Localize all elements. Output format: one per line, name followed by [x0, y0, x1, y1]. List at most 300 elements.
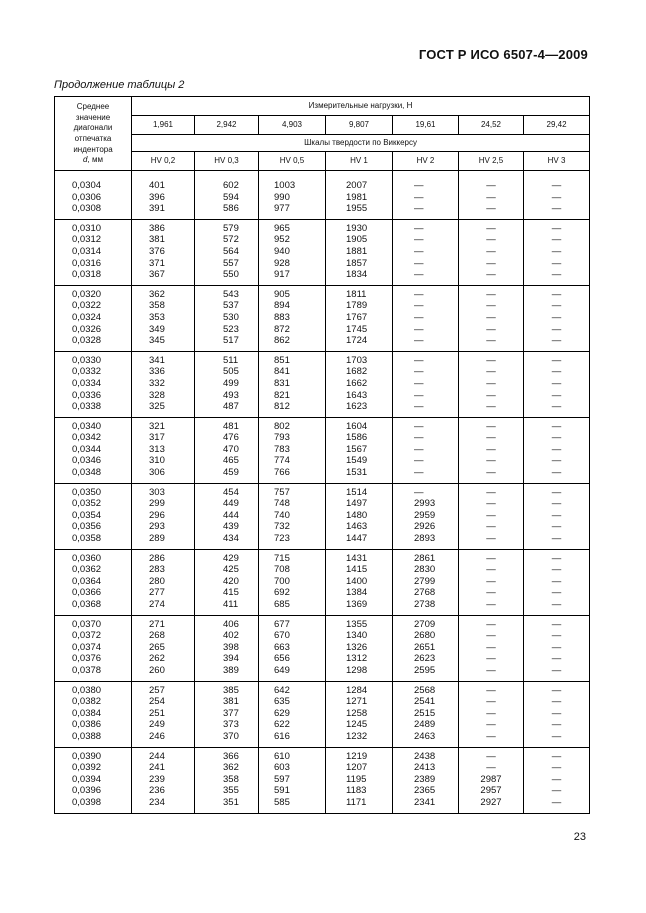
hardness-cell: — — [459, 498, 524, 510]
diagonal-cell: 0,0318 — [55, 269, 132, 285]
hardness-cell: 530 — [195, 312, 259, 324]
hardness-cell: 345 — [132, 335, 195, 351]
hardness-cell: — — [524, 681, 590, 696]
corner-line: отпечатка — [74, 134, 112, 143]
diagonal-column-header — [55, 97, 132, 171]
diagonal-cell: 0,0344 — [55, 444, 132, 456]
hardness-cell: 377 — [195, 708, 259, 720]
diagonal-cell: 0,0350 — [55, 483, 132, 498]
document-code: ГОСТ Р ИСО 6507-4—2009 — [418, 47, 588, 62]
hardness-cell: — — [393, 219, 459, 234]
hardness-cell: 1447 — [326, 533, 393, 549]
hardness-cell: 358 — [195, 774, 259, 786]
table-row — [55, 455, 590, 467]
hardness-cell: 254 — [132, 696, 195, 708]
hardness-cell: 1857 — [326, 258, 393, 270]
row-group — [55, 483, 590, 549]
hardness-cell: 362 — [132, 285, 195, 300]
hardness-cell: 241 — [132, 762, 195, 774]
hardness-cell: 2438 — [393, 747, 459, 762]
hardness-cell: 1834 — [326, 269, 393, 285]
hardness-cell: 990 — [259, 192, 326, 204]
corner-unit-text: , мм — [87, 155, 103, 165]
hardness-cell: 476 — [195, 432, 259, 444]
hardness-cell: 1905 — [326, 234, 393, 246]
hardness-cell: 351 — [195, 797, 259, 813]
page-number: 23 — [573, 831, 586, 843]
hardness-cell: 748 — [259, 498, 326, 510]
hardness-cell: 470 — [195, 444, 259, 456]
hardness-cell: 692 — [259, 587, 326, 599]
hardness-cell: 1767 — [326, 312, 393, 324]
hardness-cell: — — [524, 246, 590, 258]
hardness-cell: 579 — [195, 219, 259, 234]
hardness-cell: — — [459, 378, 524, 390]
hardness-cell: 642 — [259, 681, 326, 696]
hardness-cell: — — [524, 708, 590, 720]
hardness-cell: 670 — [259, 630, 326, 642]
hardness-cell: 740 — [259, 510, 326, 522]
hardness-cell: — — [459, 324, 524, 336]
hardness-cell: — — [459, 246, 524, 258]
hardness-cell: — — [459, 533, 524, 549]
hardness-cell: 629 — [259, 708, 326, 720]
hardness-cell: — — [459, 192, 524, 204]
load-header: 9,807 — [326, 116, 393, 135]
hardness-cell: 1340 — [326, 630, 393, 642]
hardness-cell: 386 — [132, 219, 195, 234]
hardness-cell: 831 — [259, 378, 326, 390]
hardness-cell: 1183 — [326, 785, 393, 797]
hardness-cell: 821 — [259, 390, 326, 402]
hardness-cell: 1497 — [326, 498, 393, 510]
hardness-cell: — — [524, 234, 590, 246]
hardness-cell: 783 — [259, 444, 326, 456]
loads-title: Измерительные нагрузки, Н — [132, 97, 590, 116]
hardness-cell: — — [393, 246, 459, 258]
hardness-cell: — — [393, 300, 459, 312]
hardness-cell: 1682 — [326, 366, 393, 378]
diagonal-cell: 0,0326 — [55, 324, 132, 336]
hardness-cell: 1232 — [326, 731, 393, 747]
diagonal-cell: 0,0364 — [55, 576, 132, 588]
corner-line: Среднее — [76, 102, 110, 112]
hardness-cell: — — [459, 455, 524, 467]
scale-header: HV 0,3 — [195, 152, 259, 171]
hardness-cell: 370 — [195, 731, 259, 747]
table-row — [55, 234, 590, 246]
table-row — [55, 708, 590, 720]
hardness-cell: 1480 — [326, 510, 393, 522]
table-row — [55, 498, 590, 510]
hardness-cell: 2830 — [393, 564, 459, 576]
hardness-cell: — — [524, 762, 590, 774]
hardness-cell: 635 — [259, 696, 326, 708]
hardness-cell: 454 — [195, 483, 259, 498]
hardness-cell: 1355 — [326, 615, 393, 630]
hardness-cell: — — [524, 599, 590, 615]
hardness-cell: 1881 — [326, 246, 393, 258]
hardness-cell: 2709 — [393, 615, 459, 630]
diagonal-cell: 0,0370 — [55, 615, 132, 630]
hardness-cell: 917 — [259, 269, 326, 285]
hardness-cell: 2568 — [393, 681, 459, 696]
hardness-cell: 389 — [195, 665, 259, 681]
hardness-cell: 597 — [259, 774, 326, 786]
hardness-cell: — — [459, 177, 524, 192]
hardness-cell: 585 — [259, 797, 326, 813]
scale-header: HV 0,2 — [132, 152, 195, 171]
diagonal-cell: 0,0314 — [55, 246, 132, 258]
hardness-cell: 2738 — [393, 599, 459, 615]
hardness-cell: — — [524, 774, 590, 786]
hardness-cell: 459 — [195, 467, 259, 483]
table-row — [55, 576, 590, 588]
hardness-cell: 444 — [195, 510, 259, 522]
corner-line: значение — [75, 112, 111, 122]
hardness-cell: — — [524, 797, 590, 813]
scales-title: Шкалы твердости по Виккерсу — [132, 135, 590, 152]
hardness-cell: — — [524, 269, 590, 285]
hardness-cell: 2987 — [459, 774, 524, 786]
hardness-cell: — — [459, 234, 524, 246]
table-row — [55, 797, 590, 813]
diagonal-cell: 0,0356 — [55, 521, 132, 533]
hardness-cell: 1549 — [326, 455, 393, 467]
hardness-cell: 1604 — [326, 417, 393, 432]
row-group — [55, 747, 590, 813]
hardness-cell: — — [524, 467, 590, 483]
hardness-cell: 591 — [259, 785, 326, 797]
hardness-cell: — — [459, 599, 524, 615]
diagonal-cell: 0,0372 — [55, 630, 132, 642]
diagonal-cell: 0,0348 — [55, 467, 132, 483]
hardness-cell: 2489 — [393, 719, 459, 731]
hardness-cell: 411 — [195, 599, 259, 615]
hardness-cell: — — [524, 285, 590, 300]
hardness-cell: 1724 — [326, 335, 393, 351]
diagonal-cell: 0,0378 — [55, 665, 132, 681]
hardness-cell: — — [459, 642, 524, 654]
table-row — [55, 615, 590, 630]
table-row — [55, 378, 590, 390]
hardness-cell: 296 — [132, 510, 195, 522]
hardness-cell: — — [393, 269, 459, 285]
hardness-cell: 610 — [259, 747, 326, 762]
hardness-cell: 1930 — [326, 219, 393, 234]
hardness-cell: — — [393, 390, 459, 402]
hardness-cell: 1245 — [326, 719, 393, 731]
hardness-cell: — — [459, 549, 524, 564]
hardness-cell: 616 — [259, 731, 326, 747]
hardness-cell: — — [524, 510, 590, 522]
hardness-cell: 358 — [132, 300, 195, 312]
load-header: 4,903 — [259, 116, 326, 135]
hardness-cell: 299 — [132, 498, 195, 510]
hardness-cell: — — [393, 203, 459, 219]
diagonal-cell: 0,0316 — [55, 258, 132, 270]
scale-header: HV 2,5 — [459, 152, 524, 171]
table-row — [55, 696, 590, 708]
diagonal-cell: 0,0342 — [55, 432, 132, 444]
diagonal-cell: 0,0394 — [55, 774, 132, 786]
hardness-cell: — — [393, 455, 459, 467]
diagonal-cell: 0,0380 — [55, 681, 132, 696]
hardness-cell: 1789 — [326, 300, 393, 312]
hardness-cell: — — [524, 351, 590, 366]
hardness-cell: 2993 — [393, 498, 459, 510]
hardness-cell: 262 — [132, 653, 195, 665]
hardness-cell: — — [524, 324, 590, 336]
table-row — [55, 653, 590, 665]
hardness-cell: — — [524, 642, 590, 654]
table-row — [55, 366, 590, 378]
diagonal-cell: 0,0396 — [55, 785, 132, 797]
table-row — [55, 564, 590, 576]
hardness-cell: — — [524, 483, 590, 498]
hardness-cell: — — [393, 192, 459, 204]
hardness-cell: 1219 — [326, 747, 393, 762]
hardness-cell: — — [524, 521, 590, 533]
hardness-cell: — — [459, 483, 524, 498]
diagonal-cell: 0,0354 — [55, 510, 132, 522]
diagonal-cell: 0,0306 — [55, 192, 132, 204]
hardness-cell: 1312 — [326, 653, 393, 665]
hardness-cell: — — [459, 615, 524, 630]
hardness-cell: 394 — [195, 653, 259, 665]
hardness-cell: — — [459, 269, 524, 285]
hardness-cell: 952 — [259, 234, 326, 246]
hardness-cell: — — [459, 708, 524, 720]
hardness-cell: 2623 — [393, 653, 459, 665]
table-row — [55, 246, 590, 258]
hardness-cell: — — [459, 731, 524, 747]
hardness-cell: 465 — [195, 455, 259, 467]
diagonal-cell: 0,0360 — [55, 549, 132, 564]
hardness-cell: — — [524, 564, 590, 576]
hardness-cell: — — [524, 366, 590, 378]
hardness-cell: 557 — [195, 258, 259, 270]
diagonal-cell: 0,0384 — [55, 708, 132, 720]
hardness-cell: — — [393, 312, 459, 324]
hardness-cell: 2959 — [393, 510, 459, 522]
hardness-cell: 602 — [195, 177, 259, 192]
hardness-cell: 366 — [195, 747, 259, 762]
hardness-cell: — — [459, 696, 524, 708]
diagonal-cell: 0,0312 — [55, 234, 132, 246]
hardness-cell: 406 — [195, 615, 259, 630]
hardness-cell: — — [459, 312, 524, 324]
diagonal-cell: 0,0374 — [55, 642, 132, 654]
hardness-cell: — — [393, 444, 459, 456]
table-row — [55, 587, 590, 599]
hardness-cell: — — [524, 177, 590, 192]
hardness-cell: — — [524, 498, 590, 510]
hardness-cell: 1643 — [326, 390, 393, 402]
hardness-cell: 677 — [259, 615, 326, 630]
diagonal-cell: 0,0352 — [55, 498, 132, 510]
hardness-cell: 271 — [132, 615, 195, 630]
hardness-cell: 367 — [132, 269, 195, 285]
hardness-cell: 1514 — [326, 483, 393, 498]
loads-row — [55, 116, 590, 135]
hardness-cell: 1271 — [326, 696, 393, 708]
hardness-cell: 355 — [195, 785, 259, 797]
table-row — [55, 747, 590, 762]
hardness-cell: 420 — [195, 576, 259, 588]
diagonal-cell: 0,0382 — [55, 696, 132, 708]
diagonal-cell: 0,0362 — [55, 564, 132, 576]
row-group — [55, 351, 590, 417]
load-header: 2,942 — [195, 116, 259, 135]
row-group — [55, 171, 590, 220]
hardness-cell: 685 — [259, 599, 326, 615]
hardness-cell: 2861 — [393, 549, 459, 564]
table-row — [55, 351, 590, 366]
hardness-cell: — — [524, 335, 590, 351]
hardness-cell: — — [459, 467, 524, 483]
hardness-cell: 594 — [195, 192, 259, 204]
table-row — [55, 630, 590, 642]
scales-row — [55, 152, 590, 171]
hardness-cell: 257 — [132, 681, 195, 696]
hardness-cell: — — [459, 762, 524, 774]
hardness-cell: 2680 — [393, 630, 459, 642]
diagonal-cell: 0,0330 — [55, 351, 132, 366]
hardness-cell: — — [393, 177, 459, 192]
table-row — [55, 417, 590, 432]
hardness-cell: 1623 — [326, 401, 393, 417]
hardness-cell: 940 — [259, 246, 326, 258]
table-row — [55, 665, 590, 681]
hardness-cell: 1326 — [326, 642, 393, 654]
hardness-cell: — — [459, 300, 524, 312]
hardness-cell: 2515 — [393, 708, 459, 720]
load-header: 24,52 — [459, 116, 524, 135]
hardness-cell: 449 — [195, 498, 259, 510]
hardness-cell: 894 — [259, 300, 326, 312]
diagonal-cell: 0,0320 — [55, 285, 132, 300]
hardness-cell: 499 — [195, 378, 259, 390]
hardness-cell: 268 — [132, 630, 195, 642]
hardness-cell: 415 — [195, 587, 259, 599]
hardness-cell: 493 — [195, 390, 259, 402]
row-group — [55, 549, 590, 615]
hardness-cell: — — [524, 401, 590, 417]
hardness-cell: 310 — [132, 455, 195, 467]
hardness-cell: 1811 — [326, 285, 393, 300]
hardness-cell: 381 — [195, 696, 259, 708]
row-group — [55, 285, 590, 351]
hardness-cell: 425 — [195, 564, 259, 576]
hardness-cell: 862 — [259, 335, 326, 351]
load-header: 1,961 — [132, 116, 195, 135]
hardness-cell: — — [524, 432, 590, 444]
hardness-cell: — — [524, 653, 590, 665]
hardness-cell: — — [524, 219, 590, 234]
hardness-cell: 2799 — [393, 576, 459, 588]
table-row — [55, 390, 590, 402]
hardness-cell: — — [459, 719, 524, 731]
hardness-cell: — — [524, 630, 590, 642]
hardness-cell: 766 — [259, 467, 326, 483]
hardness-cell: 622 — [259, 719, 326, 731]
hardness-cell: — — [393, 378, 459, 390]
table-row — [55, 269, 590, 285]
diagonal-cell: 0,0392 — [55, 762, 132, 774]
hardness-cell: 802 — [259, 417, 326, 432]
table-row — [55, 642, 590, 654]
hardness-cell: 325 — [132, 401, 195, 417]
hardness-cell: — — [524, 455, 590, 467]
hardness-cell: 1258 — [326, 708, 393, 720]
hardness-cell: — — [524, 696, 590, 708]
hardness-cell: 402 — [195, 630, 259, 642]
hardness-cell: 537 — [195, 300, 259, 312]
diagonal-cell: 0,0346 — [55, 455, 132, 467]
diagonal-cell: 0,0366 — [55, 587, 132, 599]
hardness-cell: — — [524, 615, 590, 630]
hardness-cell: — — [524, 549, 590, 564]
diagonal-cell: 0,0338 — [55, 401, 132, 417]
hardness-cell: 391 — [132, 203, 195, 219]
table-row — [55, 177, 590, 192]
hardness-cell: 2893 — [393, 533, 459, 549]
table-row — [55, 533, 590, 549]
hardness-cell: 2768 — [393, 587, 459, 599]
hardness-cell: 332 — [132, 378, 195, 390]
hardness-cell: — — [524, 719, 590, 731]
table-row — [55, 432, 590, 444]
hardness-cell: — — [524, 417, 590, 432]
hardness-cell: 977 — [259, 203, 326, 219]
row-group — [55, 417, 590, 483]
table-row — [55, 324, 590, 336]
diagonal-cell: 0,0332 — [55, 366, 132, 378]
hardness-cell: 723 — [259, 533, 326, 549]
diagonal-cell: 0,0324 — [55, 312, 132, 324]
hardness-cell: 429 — [195, 549, 259, 564]
hardness-cell: 401 — [132, 177, 195, 192]
hardness-cell: 757 — [259, 483, 326, 498]
hardness-table — [54, 96, 590, 814]
hardness-cell: — — [524, 312, 590, 324]
hardness-cell: 572 — [195, 234, 259, 246]
table-row — [55, 467, 590, 483]
hardness-cell: — — [393, 432, 459, 444]
table-row — [55, 719, 590, 731]
hardness-cell: — — [459, 417, 524, 432]
hardness-cell: 905 — [259, 285, 326, 300]
hardness-cell: 376 — [132, 246, 195, 258]
hardness-cell: — — [459, 653, 524, 665]
hardness-cell: 249 — [132, 719, 195, 731]
hardness-cell: — — [459, 510, 524, 522]
hardness-cell: 434 — [195, 533, 259, 549]
hardness-cell: 303 — [132, 483, 195, 498]
hardness-cell: 511 — [195, 351, 259, 366]
hardness-cell: — — [524, 785, 590, 797]
hardness-cell: 236 — [132, 785, 195, 797]
hardness-cell: 708 — [259, 564, 326, 576]
hardness-cell: — — [459, 401, 524, 417]
hardness-cell: 965 — [259, 219, 326, 234]
hardness-cell: 2413 — [393, 762, 459, 774]
diagonal-cell: 0,0322 — [55, 300, 132, 312]
corner-line: индентора — [73, 144, 113, 154]
hardness-cell: 543 — [195, 285, 259, 300]
hardness-cell: 251 — [132, 708, 195, 720]
